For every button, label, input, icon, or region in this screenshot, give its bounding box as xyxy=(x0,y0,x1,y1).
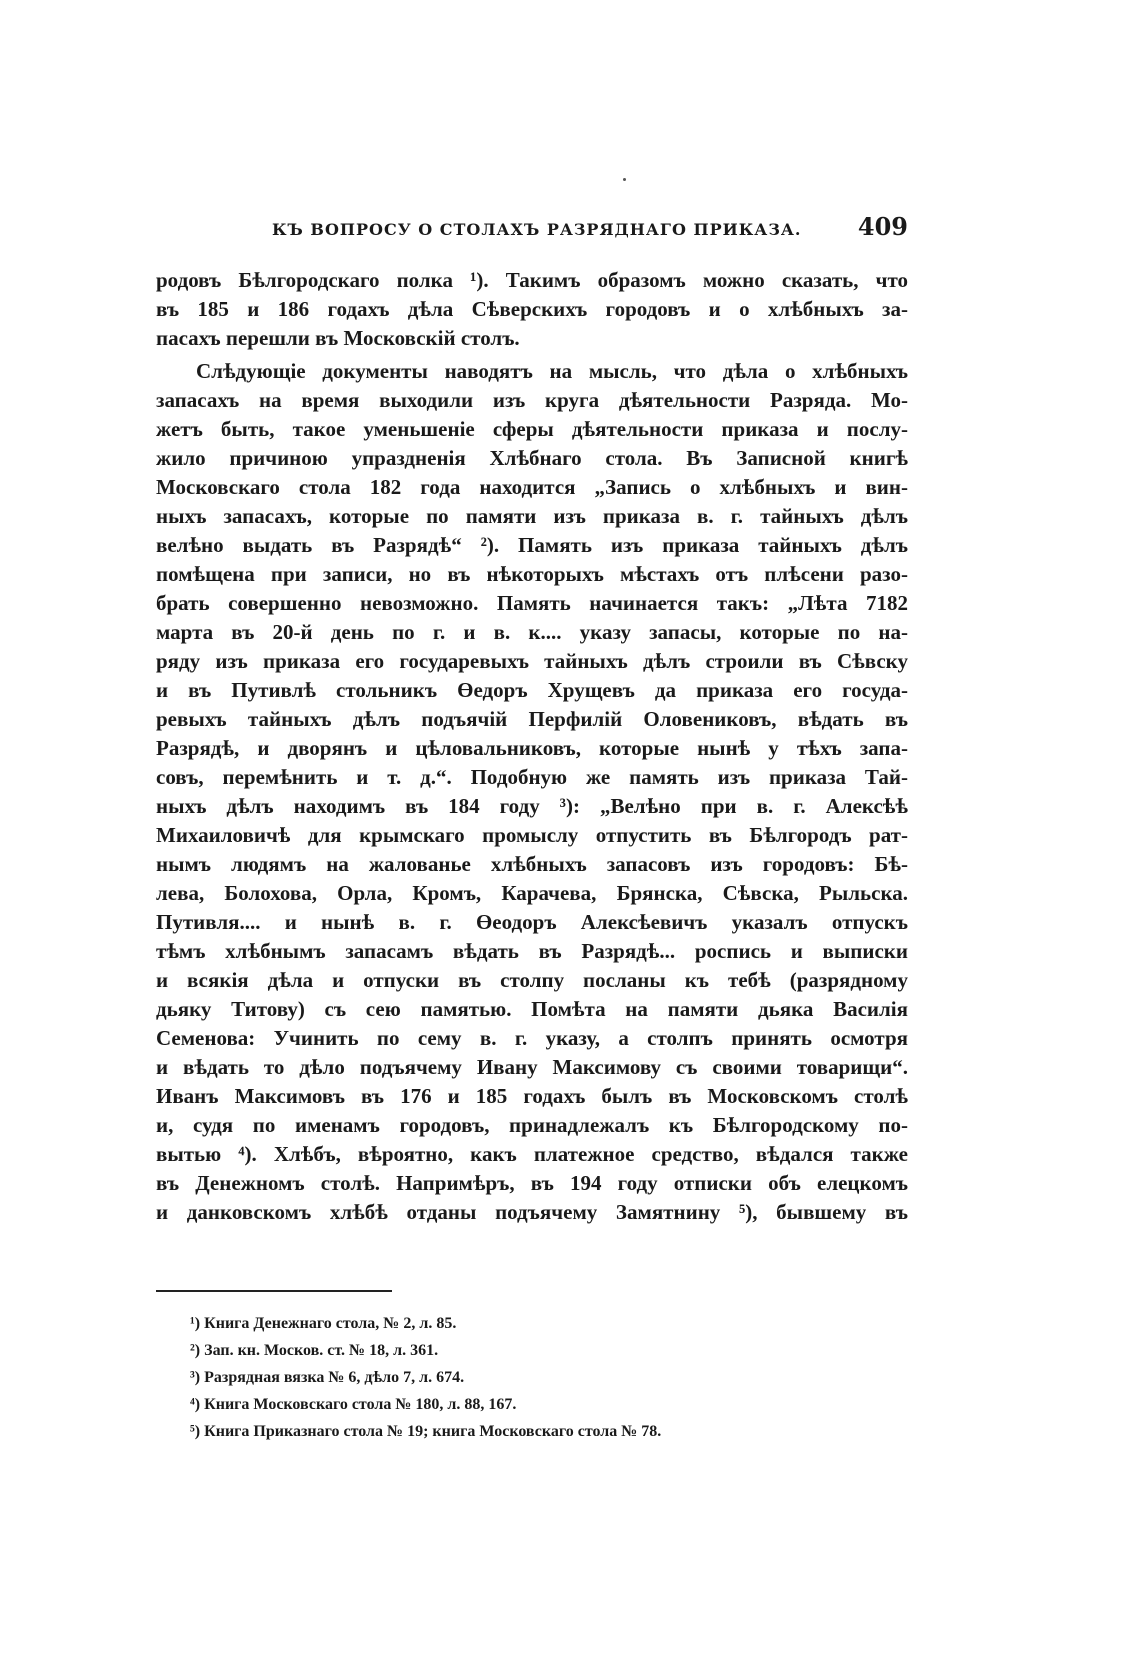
footnote-5: ⁵) Книга Приказнаго стола № 19; книга Московскаго стола № 78. xyxy=(190,1423,662,1440)
text-line: лева, Болохова, Орла, Кромъ, Карачева, Брянска, Сѣвска, Рыльска. xyxy=(156,881,908,905)
text-line: Иванъ Максимовъ въ 176 и 185 годахъ былъ въ Московскомъ столѣ xyxy=(156,1084,908,1108)
text-line: Михаиловичѣ для крымскаго промыслу отпустить въ Бѣлгородъ рат- xyxy=(156,823,908,847)
text-line: и данковскомъ хлѣбѣ отданы подъячему Замятнину ⁵), бывшему въ xyxy=(156,1200,908,1224)
footnote-4: ⁴) Книга Московскаго стола № 180, л. 88, 167. xyxy=(190,1396,517,1413)
text-line: и, судя по именамъ городовъ, принадлежалъ къ Бѣлгородскому по- xyxy=(156,1113,908,1137)
running-title: КЪ ВОПРОСУ О СТОЛАХЪ РАЗРЯДНАГО ПРИКАЗА. xyxy=(272,220,802,239)
text-line: тѣмъ хлѣбнымъ запасамъ вѣдать въ Разрядѣ... роспись и выписки xyxy=(156,939,908,963)
text-line: жило причиною упраздненія Хлѣбнаго стола. Въ Записной книгѣ xyxy=(156,446,908,470)
text-line: совъ, перемѣнить и т. д.“. Подобную же память изъ приказа Тай- xyxy=(156,765,908,789)
text-line: дьяку Титову) съ сею памятью. Помѣта на памяти дьяка Василія xyxy=(156,997,908,1021)
body-text xyxy=(156,266,908,1227)
text-line: Московскаго стола 182 года находится „Запись о хлѣбныхъ и вин- xyxy=(156,475,908,499)
text-line: вытью ⁴). Хлѣбъ, вѣроятно, какъ платежное средство, вѣдался также xyxy=(156,1142,908,1166)
text-line: брать совершенно невозможно. Память начинается такъ: „Лѣта 7182 xyxy=(156,591,908,615)
text-line: помѣщена при записи, но въ нѣкоторыхъ мѣстахъ отъ плѣсени разо- xyxy=(156,562,908,586)
text-line: Семенова: Учинить по сему в. г. указу, а столпъ принять осмотря xyxy=(156,1026,908,1050)
text-line: велѣно выдать въ Разрядѣ“ ²). Память изъ приказа тайныхъ дѣлъ xyxy=(156,533,908,557)
stray-dot-mark xyxy=(623,178,626,181)
text-line: и вѣдать то дѣло подъячему Ивану Максимову съ своими товарищи“. xyxy=(156,1055,908,1079)
text-line: ныхъ дѣлъ находимъ въ 184 году ³): „Велѣно при в. г. Алексѣѣ xyxy=(156,794,908,818)
footnotes xyxy=(190,1310,830,1445)
text-line: ревыхъ тайныхъ дѣлъ подъячій Перфилій Оловениковъ, вѣдать въ xyxy=(156,707,908,731)
footnote-1: ¹) Книга Денежнаго стола, № 2, л. 85. xyxy=(190,1315,457,1332)
text-line: въ 185 и 186 годахъ дѣла Сѣверскихъ городовъ и о хлѣбныхъ за- xyxy=(156,297,908,321)
text-line: пасахъ перешли въ Московскій столъ. xyxy=(156,326,520,350)
text-line: запасахъ на время выходили изъ круга дѣятельности Разряда. Мо- xyxy=(156,388,908,412)
text-line: и въ Путивлѣ стольникъ Өедоръ Хрущевъ да приказа его госуда- xyxy=(156,678,908,702)
text-line: въ Денежномъ столѣ. Напримѣръ, въ 194 году отписки объ елецкомъ xyxy=(156,1171,908,1195)
text-line: и всякія дѣла и отпуски въ столпу посланы къ тебѣ (разрядному xyxy=(156,968,908,992)
page-header xyxy=(156,212,908,241)
text-line: Разрядѣ, и дворянъ и цѣловальниковъ, которые нынѣ у тѣхъ запа- xyxy=(156,736,908,760)
text-line: Путивля.... и нынѣ в. г. Өеодоръ Алексѣевичъ указалъ отпускъ xyxy=(156,910,908,934)
text-line: нымъ людямъ на жалованье хлѣбныхъ запасовъ изъ городовъ: Бѣ- xyxy=(156,852,908,876)
text-line: Слѣдующіе документы наводятъ на мысль, что дѣла о хлѣбныхъ xyxy=(196,359,908,383)
text-line: ряду изъ приказа его государевыхъ тайныхъ дѣлъ строили въ Сѣвску xyxy=(156,649,908,673)
text-line: родовъ Бѣлгородскаго полка ¹). Такимъ образомъ можно сказать, что xyxy=(156,268,908,292)
text-line: марта въ 20-й день по г. и в. к.... указу запасы, которые по на- xyxy=(156,620,908,644)
text-line: ныхъ запасахъ, которые по памяти изъ приказа в. г. тайныхъ дѣлъ xyxy=(156,504,908,528)
text-line: жетъ быть, такое уменьшеніе сферы дѣятельности приказа и послу- xyxy=(156,417,908,441)
footnote-3: ³) Разрядная вязка № 6, дѣло 7, л. 674. xyxy=(190,1369,465,1386)
footnote-divider xyxy=(156,1290,392,1292)
page-number: 409 xyxy=(857,212,908,241)
footnote-2: ²) Зап. кн. Москов. ст. № 18, л. 361. xyxy=(190,1342,439,1359)
